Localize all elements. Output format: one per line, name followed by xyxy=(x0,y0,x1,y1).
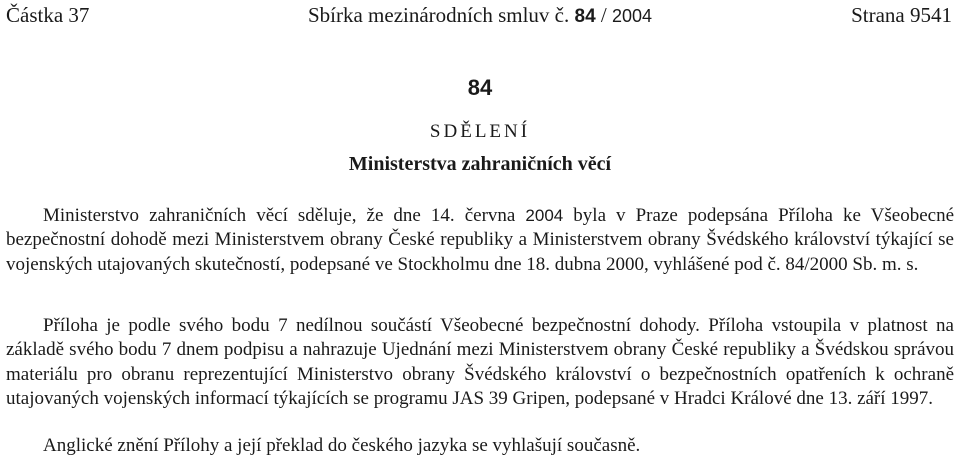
running-header xyxy=(6,2,954,28)
document-issuer: Ministerstva zahraničních věcí xyxy=(348,153,612,175)
paragraph-languages: Anglické znění Přílohy a její překlad do českého jazyka se vyhlašují současně. xyxy=(43,435,641,456)
document-number: 84 xyxy=(467,75,493,100)
paragraph-announcement-start: Ministerstvo zahraničních věcí sděluje, že dne 14. června xyxy=(43,205,526,226)
header-collection-year: 2004 xyxy=(611,6,653,26)
header-collection-title xyxy=(6,2,954,30)
paragraph-announcement-rest: byla v Praze podepsána Příloha ke Všeobecné bezpečnostní dohodě mezi Ministerstvem obrany České republiky a Ministerstvem obrany Švédského království týkající se vojenských utajovaných skutečností, podepsané ve Stockholmu dne 18. dubna 2000, vyhlášené pod č. 84/2000 Sb. m. s. xyxy=(6,205,955,275)
header-separator: / xyxy=(595,3,612,27)
header-part-number: Částka 37 xyxy=(6,3,90,27)
document-page xyxy=(6,0,954,459)
header-collection-name: Sbírka mezinárodních smluv č. xyxy=(307,3,575,27)
document-type: SDĚLENÍ xyxy=(429,121,531,142)
paragraph-validity: Příloha je podle svého bodu 7 nedílnou součástí Všeobecné bezpečnostní dohody. Příloha vstoupila v platnost na základě svého bodu 7 dnem podpisu a nahrazuje Ujednání mezi Ministerstvem obrany České republiky a Švédskou správou materiálu pro obranu reprezentující Ministerstvo obrany Švédského království o bezpečnostních opatřeních k ochraně utajovaných vojenských informací týkajících se programu JAS 39 Gripen, podepsané v Hradci Králové dne 13. září 1997. xyxy=(6,315,954,409)
header-page-number: Strana 9541 xyxy=(851,3,952,27)
paragraph-announcement xyxy=(6,204,954,277)
paragraph-announcement-year: 2004 xyxy=(525,206,564,225)
header-collection-number: 84 xyxy=(574,6,596,27)
